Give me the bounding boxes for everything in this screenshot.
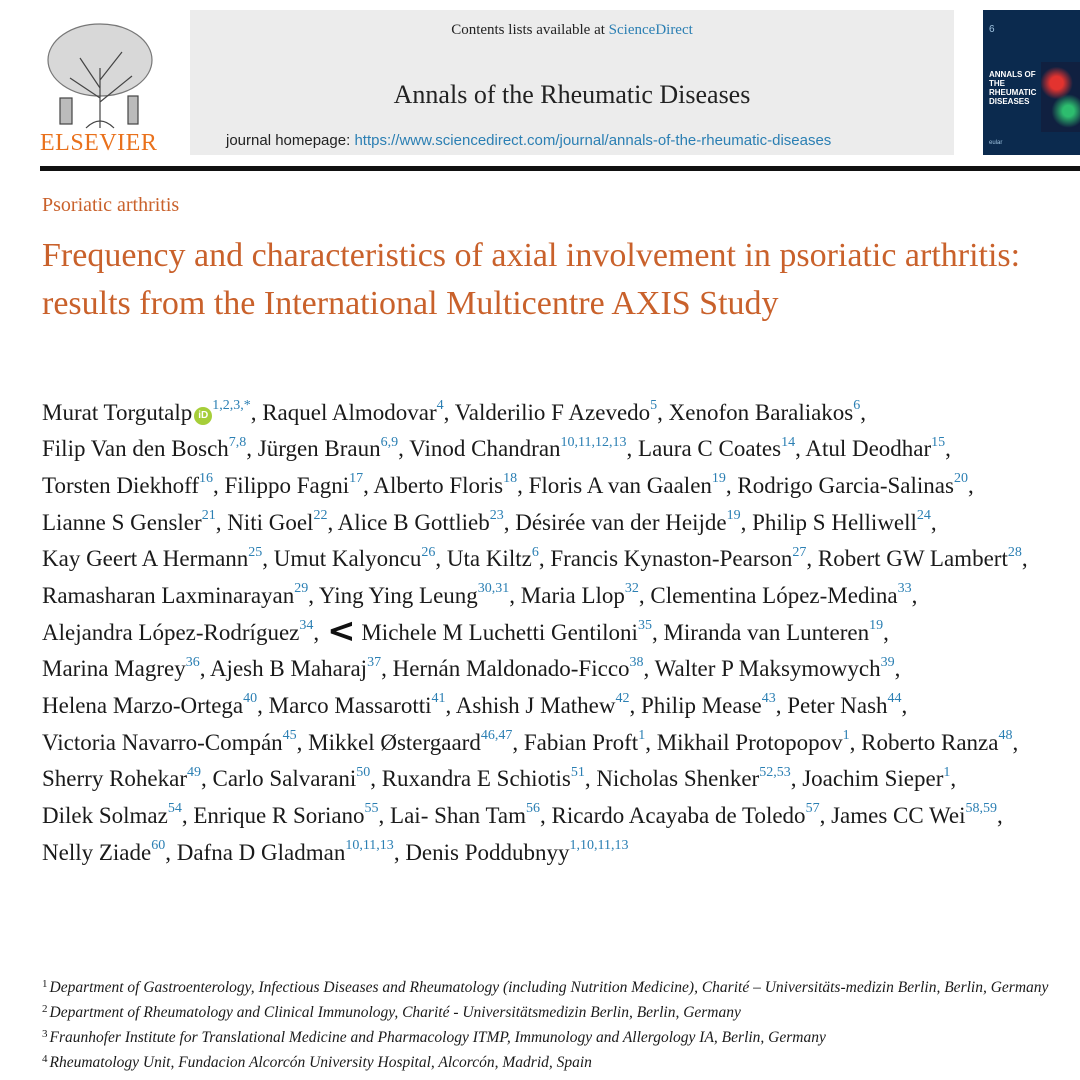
author-name[interactable]: Carlo Salvarani$^{50}$, xyxy=(212,764,376,792)
affiliation-reference[interactable]: 5 xyxy=(650,398,658,413)
author-name[interactable]: Alberto Floris$^{18}$, xyxy=(373,471,523,498)
affiliation-reference[interactable]: 1,2,3,* xyxy=(212,398,251,413)
author-name-text: Lai- Shan Tam xyxy=(390,802,526,828)
author-name[interactable]: Marco Massarotti$^{41}$, xyxy=(268,691,452,718)
author-name[interactable]: Lai- Shan Tam$^{56}$, xyxy=(390,801,546,828)
author-name-text: Rodrigo Garcia-Salinas xyxy=(737,472,954,498)
author-name[interactable]: Mikhail Protopopov$^1$, xyxy=(656,727,856,755)
author-name-text: Ashish J Mathew xyxy=(455,692,616,718)
affiliation-reference[interactable]: 45 xyxy=(282,727,297,743)
affiliation-reference[interactable]: 51 xyxy=(570,764,585,780)
author-name[interactable]: Walter P Maksymowych$^{39}$, xyxy=(654,654,901,682)
author-name-text: Dafna D Gladman xyxy=(176,839,346,865)
article-section: Psoriatic arthritis xyxy=(42,194,180,216)
author-name-text: Valderilio F Azevedo xyxy=(454,399,651,425)
author-name[interactable]: Alice B Gottlieb$^{23}$, xyxy=(337,507,510,535)
contents-line xyxy=(190,22,954,39)
author-name-text: Helena Marzo-Ortega xyxy=(42,692,244,718)
author-name-text: Dilek Solmaz xyxy=(42,802,168,828)
affiliation-reference[interactable]: 34 xyxy=(299,617,314,633)
author-name[interactable]: Maria Llop$^{32}$, xyxy=(520,581,645,608)
article-title: Frequency and characteristics of axial involvement in psoriatic arthritis: results from the International Multicentre AXIS Study xyxy=(42,237,1021,322)
author-name[interactable]: Francis Kynaston-Pearson$^{27}$, xyxy=(550,544,813,572)
author-name-text: Raquel Almodovar xyxy=(262,399,437,425)
affiliation-reference[interactable]: 18 xyxy=(503,471,518,487)
author-name[interactable]: Sherry Rohekar$^{49}$, xyxy=(42,764,207,792)
author-name[interactable]: Niti Goel$^{22}$, xyxy=(227,507,334,535)
author-name[interactable]: Philip S Helliwell$^{24}$, xyxy=(752,507,937,535)
affiliation-reference[interactable]: 39 xyxy=(880,654,895,670)
author-name-text: Filip Van den Bosch xyxy=(42,436,229,462)
affiliation-reference[interactable]: 4 xyxy=(436,398,444,413)
affiliation-item xyxy=(42,1051,1052,1076)
affiliation-text: Rheumatology Unit, Fundacion Alcorcón University Hospital, Alcorcón, Madrid, Spain xyxy=(49,1054,592,1071)
author-name-text: Alberto Floris xyxy=(373,472,504,498)
affiliation-reference[interactable]: 55 xyxy=(364,801,379,817)
author-name-text: James CC Wei xyxy=(831,802,966,828)
affiliation-reference[interactable]: 19 xyxy=(726,507,741,523)
author-name[interactable]: Murat Torgutalp $iD^{1,2,3,*}$, xyxy=(42,398,257,425)
author-name[interactable]: Dafna D Gladman$^{10,11,13}$, xyxy=(176,837,400,865)
author-name[interactable]: Raquel Almodovar$^4$, xyxy=(262,398,450,425)
cover-volume: 6 xyxy=(989,24,995,35)
author-name[interactable]: Désirée van der Heijde$^{19}$, xyxy=(515,507,747,535)
author-name-text: Vinod Chandran xyxy=(409,436,561,462)
author-name-text: Ajesh B Maharaj xyxy=(209,656,368,682)
affiliation-reference[interactable]: 29 xyxy=(294,581,309,597)
affiliation-reference[interactable]: 14 xyxy=(781,434,796,450)
homepage-link[interactable]: https://www.sciencedirect.com/journal/annals-of-the-rheumatic-diseases xyxy=(354,132,832,149)
author-name[interactable]: James CC Wei$^{58,59}$, xyxy=(831,801,1003,828)
affiliation-reference[interactable]: 33 xyxy=(897,581,912,597)
author-name-text: Hernán Maldonado-Ficco xyxy=(392,656,630,682)
author-name-text: Mikkel Østergaard xyxy=(308,729,481,755)
affiliation-number: 3 xyxy=(42,1028,48,1040)
affiliation-number: 1 xyxy=(42,978,48,990)
affiliation-reference[interactable]: 20 xyxy=(953,471,968,487)
author-name-text: Peter Nash xyxy=(787,692,888,718)
affiliation-reference[interactable]: 43 xyxy=(761,691,776,707)
affiliation-reference[interactable]: 17 xyxy=(349,471,364,487)
author-name[interactable]: Victoria Navarro-Compán$^{45}$, xyxy=(42,727,303,755)
author-name-text: Michele M Luchetti Gentiloni xyxy=(361,619,638,645)
affiliation-reference[interactable]: 7,8 xyxy=(228,434,247,450)
affiliation-reference[interactable]: 10,11,12,13 xyxy=(560,434,627,450)
header-divider xyxy=(40,166,1080,171)
author-name-text: Joachim Sieper xyxy=(802,766,944,792)
affiliation-reference[interactable]: 1 xyxy=(638,727,646,743)
affiliation-reference[interactable]: 21 xyxy=(201,507,216,523)
affiliation-reference[interactable]: 28 xyxy=(1007,544,1022,560)
author-name-text: Ying Ying Leung xyxy=(318,582,478,608)
affiliation-reference[interactable]: 6,9 xyxy=(380,434,399,450)
elsevier-wordmark: ELSEVIER xyxy=(40,130,158,156)
author-name[interactable]: Lianne S Gensler$^{21}$, xyxy=(42,507,222,535)
affiliation-reference[interactable]: 54 xyxy=(167,801,182,817)
affiliation-reference[interactable]: 46,47 xyxy=(480,727,513,743)
author-name[interactable]: Valderilio F Azevedo$^5$, xyxy=(454,398,663,425)
author-name[interactable]: Michele M Luchetti Gentiloni$^{35}$, xyxy=(361,617,658,645)
affiliation-reference[interactable]: 38 xyxy=(629,654,644,670)
author-name-text: Philip Mease xyxy=(641,692,762,718)
author-name[interactable]: Jürgen Braun$^{6,9}$, xyxy=(257,434,404,462)
affiliation-reference[interactable]: 37 xyxy=(367,654,382,670)
affiliation-reference[interactable]: 57 xyxy=(805,801,820,817)
affiliation-reference[interactable]: 42 xyxy=(615,691,630,707)
author-name-text: Francis Kynaston-Pearson xyxy=(550,546,793,572)
affiliation-number: 2 xyxy=(42,1003,48,1015)
affiliation-reference[interactable]: 35 xyxy=(637,617,652,633)
affiliation-reference[interactable]: 60 xyxy=(151,837,166,853)
author-name-text: Maria Llop xyxy=(520,582,625,608)
author-name-text: Lianne S Gensler xyxy=(42,509,202,535)
author-name-text: Denis Poddubnyy xyxy=(405,839,570,865)
orcid-icon[interactable]: iD xyxy=(194,407,212,425)
affiliation-reference[interactable]: 56 xyxy=(525,801,540,817)
author-name-text: Marco Massarotti xyxy=(268,692,432,718)
chevron-left-icon: < xyxy=(327,610,356,651)
affiliation-item xyxy=(42,1026,1052,1051)
author-name[interactable]: Joachim Sieper$^1$, xyxy=(802,764,957,792)
affiliation-reference[interactable]: 36 xyxy=(185,654,200,670)
author-name-text: Nelly Ziade xyxy=(42,839,152,865)
author-name-text: Miranda van Lunteren xyxy=(663,619,870,645)
affiliation-reference[interactable]: 24 xyxy=(916,507,931,523)
author-name-text: Umut Kalyoncu xyxy=(273,546,422,572)
author-name-text: Sherry Rohekar xyxy=(42,766,187,792)
author-name[interactable]: Uta Kiltz$^6$, xyxy=(446,544,545,572)
author-name-text: Mikhail Protopopov xyxy=(656,729,843,755)
journal-header-band xyxy=(190,10,954,155)
author-name[interactable]: Hernán Maldonado-Ficco$^{38}$, xyxy=(392,654,650,682)
author-name-text: Floris A van Gaalen xyxy=(528,472,712,498)
cover-title: ANNALS OF THE RHEUMATIC DISEASES xyxy=(989,70,1037,106)
affiliation-reference[interactable]: 19 xyxy=(869,617,884,633)
affiliation-number: 4 xyxy=(42,1053,48,1065)
author-name[interactable]: Enrique R Soriano$^{55}$, xyxy=(193,801,385,828)
affiliation-reference[interactable]: 23 xyxy=(489,507,504,523)
author-name[interactable]: Filip Van den Bosch$^{7,8}$, xyxy=(42,434,253,462)
journal-name: Annals of the Rheumatic Diseases xyxy=(393,80,751,109)
author-name[interactable]: Kay Geert A Hermann$^{25}$, xyxy=(42,544,269,572)
affiliation-reference[interactable]: 52,53 xyxy=(759,764,791,780)
author-name-text: Filippo Fagni xyxy=(224,472,350,498)
affiliation-reference[interactable]: 1 xyxy=(842,727,850,743)
author-name-text: Ricardo Acayaba de Toledo xyxy=(551,802,806,828)
affiliation-reference[interactable]: 15 xyxy=(931,434,946,450)
author-name[interactable]: Fabian Proft$^1$, xyxy=(523,727,651,755)
author-name-text: Enrique R Soriano xyxy=(193,802,365,828)
affiliation-reference[interactable]: 44 xyxy=(887,691,902,707)
affiliation-text: Department of Rheumatology and Clinical Immunology, Charité - Universitätsmedizin Berlin, Berlin, Germany xyxy=(49,1004,741,1021)
author-name[interactable]: Rodrigo Garcia-Salinas$^{20}$, xyxy=(737,471,974,498)
affiliation-text: Fraunhofer Institute for Translational Medicine and Pharmacology ITMP, Immunology and Allergology IA, Berlin, Germany xyxy=(49,1029,826,1046)
author-name-text: Kay Geert A Hermann xyxy=(42,546,249,572)
affiliation-reference[interactable]: 50 xyxy=(356,764,371,780)
author-name[interactable]: Laura C Coates$^{14}$, xyxy=(638,434,801,462)
author-name[interactable]: Marina Magrey$^{36}$, xyxy=(42,654,206,682)
author-name[interactable]: Ramasharan Laxminarayan$^{29}$, xyxy=(42,581,314,608)
author-name[interactable]: Ashish J Mathew$^{42}$, xyxy=(455,691,636,718)
author-name[interactable]: Nicholas Shenker$^{52,53}$, xyxy=(596,764,797,792)
author-name[interactable]: Vinod Chandran$^{10,11,12,13}$, xyxy=(409,434,633,462)
affiliation-reference[interactable]: 22 xyxy=(313,507,328,523)
author-name-text: Laura C Coates xyxy=(638,436,782,462)
author-name[interactable]: Torsten Diekhoff$^{16}$, xyxy=(42,471,219,498)
contents-prefix: Contents lists available at xyxy=(451,22,605,38)
author-name-text: Alice B Gottlieb xyxy=(337,509,490,535)
author-name-text: Roberto Ranza xyxy=(861,729,999,755)
author-name-text: Désirée van der Heijde xyxy=(515,509,727,535)
affiliation-reference[interactable]: 25 xyxy=(248,544,263,560)
author-name[interactable]: Miranda van Lunteren$^{19}$, xyxy=(663,617,889,645)
author-name-text: Victoria Navarro-Compán xyxy=(42,729,283,755)
author-name-text: Ruxandra E Schiotis xyxy=(381,766,571,792)
author-name[interactable]: Helena Marzo-Ortega$^{40}$, xyxy=(42,691,263,718)
author-name[interactable]: Peter Nash$^{44}$, xyxy=(787,691,908,718)
author-name-text: Ramasharan Laxminarayan xyxy=(42,582,295,608)
author-name[interactable]: Roberto Ranza$^{48}$, xyxy=(861,727,1019,755)
homepage-label: journal homepage: xyxy=(226,132,351,149)
author-name-text: Nicholas Shenker xyxy=(596,766,760,792)
affiliation-list xyxy=(42,976,1052,1076)
cover-footer: eular xyxy=(989,140,1003,146)
author-name[interactable]: Mikkel Østergaard$^{46,47}$, xyxy=(308,727,519,755)
author-name[interactable]: Umut Kalyoncu$^{26}$, xyxy=(273,544,442,572)
author-name-text: Philip S Helliwell xyxy=(752,509,917,535)
author-name-text: Fabian Proft xyxy=(523,729,639,755)
author-name[interactable]: Alejandra López-Rodríguez$^{34}$, < xyxy=(42,610,356,651)
author-name[interactable]: Clementina López-Medina$^{33}$, xyxy=(650,581,918,608)
author-name-text: Xenofon Baraliakos xyxy=(668,399,854,425)
author-name-text: Jürgen Braun xyxy=(257,436,381,462)
affiliation-reference[interactable]: 19 xyxy=(711,471,726,487)
affiliation-reference[interactable]: 6 xyxy=(853,398,861,413)
author-name[interactable]: Atul Deodhar$^{15}$, xyxy=(805,434,951,462)
author-name[interactable]: Floris A van Gaalen$^{19}$, xyxy=(528,471,732,498)
affiliation-reference[interactable]: 1 xyxy=(943,764,951,780)
author-name[interactable] xyxy=(405,837,629,865)
author-list xyxy=(42,392,1042,869)
author-name-text: Walter P Maksymowych xyxy=(654,656,881,682)
author-name[interactable]: Xenofon Baraliakos$^6$, xyxy=(668,398,867,425)
affiliation-reference[interactable]: 10,11,13 xyxy=(345,837,394,853)
author-name-text: Clementina López-Medina xyxy=(650,582,898,608)
author-name[interactable]: Ajesh B Maharaj$^{37}$, xyxy=(209,654,387,682)
sciencedirect-link[interactable]: ScienceDirect xyxy=(608,22,693,38)
author-name[interactable]: Ying Ying Leung$^{30,31}$, xyxy=(318,581,516,608)
affiliation-reference[interactable]: 30,31 xyxy=(477,581,510,597)
affiliation-reference[interactable]: 32 xyxy=(624,581,639,597)
author-name[interactable]: Dilek Solmaz$^{54}$, xyxy=(42,801,188,828)
affiliation-reference[interactable]: 49 xyxy=(187,764,201,780)
author-name-text: Torsten Diekhoff xyxy=(42,472,200,498)
affiliation-reference[interactable]: 1,10,11,13 xyxy=(569,837,629,853)
affiliation-reference[interactable]: 16 xyxy=(199,471,214,487)
author-name[interactable]: Ricardo Acayaba de Toledo$^{57}$, xyxy=(551,801,826,828)
author-name-text: Robert GW Lambert xyxy=(817,546,1008,572)
journal-cover-thumbnail[interactable] xyxy=(983,10,1080,155)
affiliation-reference[interactable]: 48 xyxy=(998,727,1013,743)
affiliation-reference[interactable]: 26 xyxy=(421,544,436,560)
author-name[interactable]: Philip Mease$^{43}$, xyxy=(641,691,782,718)
affiliation-item xyxy=(42,1001,1052,1026)
author-name-text: Niti Goel xyxy=(227,509,314,535)
author-name-text: Uta Kiltz xyxy=(446,546,532,572)
author-name[interactable]: Nelly Ziade$^{60}$, xyxy=(42,837,171,865)
affiliation-item xyxy=(42,976,1052,1001)
journal-homepage-line xyxy=(226,132,831,149)
author-name-text: Murat Torgutalp xyxy=(42,399,193,425)
author-name-text: Atul Deodhar xyxy=(805,436,932,462)
author-name-text: Alejandra López-Rodríguez xyxy=(42,619,300,645)
affiliation-text: Department of Gastroenterology, Infectious Diseases and Rheumatology (including Nutrition Medicine), Charité – Universitäts-medizin Berlin, Berlin, Germany xyxy=(49,979,1049,996)
affiliation-reference[interactable]: 40 xyxy=(243,691,258,707)
author-name-text: Marina Magrey xyxy=(42,656,186,682)
affiliation-reference[interactable]: 58,59 xyxy=(965,801,998,817)
author-name[interactable]: Filippo Fagni$^{17}$, xyxy=(224,471,369,498)
author-name-text: Carlo Salvarani xyxy=(212,766,357,792)
affiliation-reference[interactable]: 41 xyxy=(431,691,446,707)
affiliation-reference[interactable]: 6 xyxy=(531,544,539,560)
author-name[interactable]: Robert GW Lambert$^{28}$, xyxy=(817,544,1028,572)
author-name[interactable]: Ruxandra E Schiotis$^{51}$, xyxy=(381,764,591,792)
affiliation-reference[interactable]: 27 xyxy=(792,544,807,560)
